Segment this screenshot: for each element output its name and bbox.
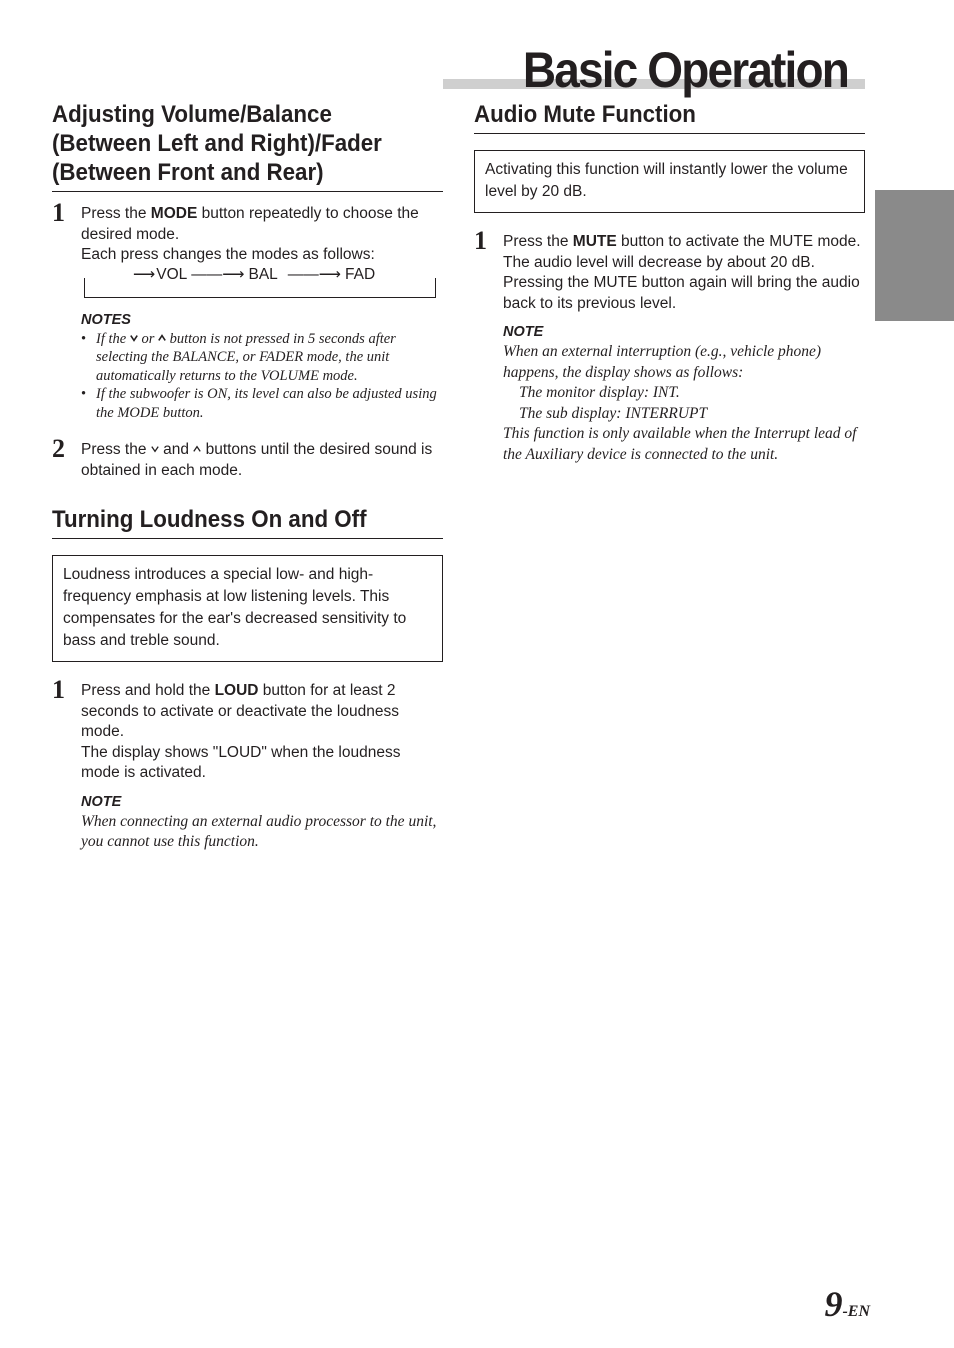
page-title: Basic Operation xyxy=(522,42,848,98)
note-heading: NOTE xyxy=(81,793,122,810)
mute-info-box xyxy=(474,150,865,213)
arrow-icon: ⟶ xyxy=(133,265,156,283)
volume-heading-line3: (Between Front and Rear) xyxy=(52,159,324,186)
step-text: Press the xyxy=(81,205,151,222)
note-item: • If the subwoofer is ON, its level can also be adjusted using the MODE button. xyxy=(81,385,443,422)
notes-heading: NOTES xyxy=(81,311,131,328)
loud-button-keyword: LOUD xyxy=(214,682,259,699)
notes-list xyxy=(81,330,443,423)
left-column xyxy=(52,100,443,853)
note-sub-display: The sub display: INTERRUPT xyxy=(519,404,708,422)
note-text: When an external interruption (e.g., vehicle phone) happens, the display shows as follows: xyxy=(503,343,822,381)
volume-heading-line2: (Between Left and Right)/Fader xyxy=(52,130,382,157)
page-number xyxy=(800,1284,870,1324)
mode-bal: BAL xyxy=(244,266,281,283)
right-column xyxy=(474,100,865,465)
loudness-info-box xyxy=(52,555,443,662)
loudness-section-heading: Turning Loudness On and Off xyxy=(52,505,443,539)
step-number: 2 xyxy=(52,434,65,463)
page-number-digit: 9 xyxy=(824,1284,843,1324)
step-text-line2: Pressing the MUTE button again will bring the audio back to its previous level. xyxy=(503,274,860,312)
mute-section-heading: Audio Mute Function xyxy=(474,100,865,134)
note-monitor-display: The monitor display: INT. xyxy=(519,384,680,401)
page-number-suffix: -EN xyxy=(842,1303,870,1320)
step-text: button repeatedly to choose the desired mode. xyxy=(81,205,419,243)
mode-fad: FAD xyxy=(341,266,379,283)
chevron-up-icon xyxy=(158,334,166,342)
loudness-info-text: Loudness introduces a special low- and high-frequency emphasis at low listening levels. This compensates for the ear's decreased sensitivity to bass and treble sound. xyxy=(63,566,407,649)
mode-cycle-diagram xyxy=(84,265,436,298)
step-number: 1 xyxy=(52,198,65,227)
chevron-down-icon xyxy=(151,445,159,453)
arrow-icon: ——⟶ xyxy=(191,265,245,283)
step-number: 1 xyxy=(474,226,487,255)
volume-section-heading xyxy=(52,100,443,192)
side-section-tab xyxy=(875,190,954,321)
note-item: • If the or button is not pressed in 5 seconds after selecting the BALANCE, or FADER mode, the unit automatically returns to the VOLUME mode. xyxy=(81,330,443,386)
step-number: 1 xyxy=(52,675,65,704)
mode-vol: VOL xyxy=(155,266,191,283)
step-text-line2: Each press changes the modes as follows: xyxy=(81,246,375,263)
note-text: This function is only available when the Interrupt lead of the Auxiliary device is connected to the unit. xyxy=(503,425,857,463)
volume-step-2: 2 Press the and buttons until the desired sound is obtained in each mode. xyxy=(52,434,433,479)
mute-info-text: Activating this function will instantly lower the volume level by 20 dB. xyxy=(485,161,848,200)
mute-button-keyword: MUTE xyxy=(572,233,617,250)
volume-heading-line1: Adjusting Volume/Balance xyxy=(52,101,332,128)
mute-step-1: 1 Press the MUTE button to activate the MUTE mode. The audio level will decrease by about 20 dB. Pressing the MUTE button again will bring the audio back to its previous level. NOTE When an external interruption (e.g., vehicle phone) happens, the display shows as follows: The monitor display: INT. The sub display: INTERRUPT This function is only available when the Interrupt lead of the Auxiliary device is connected to the unit. xyxy=(474,232,865,465)
mode-button-keyword: MODE xyxy=(150,205,198,222)
loudness-step-1: 1 Press and hold the LOUD button for at least 2 seconds to activate or deactivate the loudness mode. The display shows "LOUD" when the loudness mode is activated. NOTE When connecting an external audio processor to the unit, you cannot use this function. xyxy=(52,681,443,853)
chevron-down-icon xyxy=(130,334,138,342)
note-heading: NOTE xyxy=(503,324,544,340)
note-text: When connecting an external audio processor to the unit, you cannot use this function. xyxy=(81,812,437,850)
step-text-line2: The display shows "LOUD" when the loudness mode is activated. xyxy=(81,743,401,781)
volume-step-1 xyxy=(52,198,443,422)
arrow-icon: ——⟶ xyxy=(287,265,342,283)
